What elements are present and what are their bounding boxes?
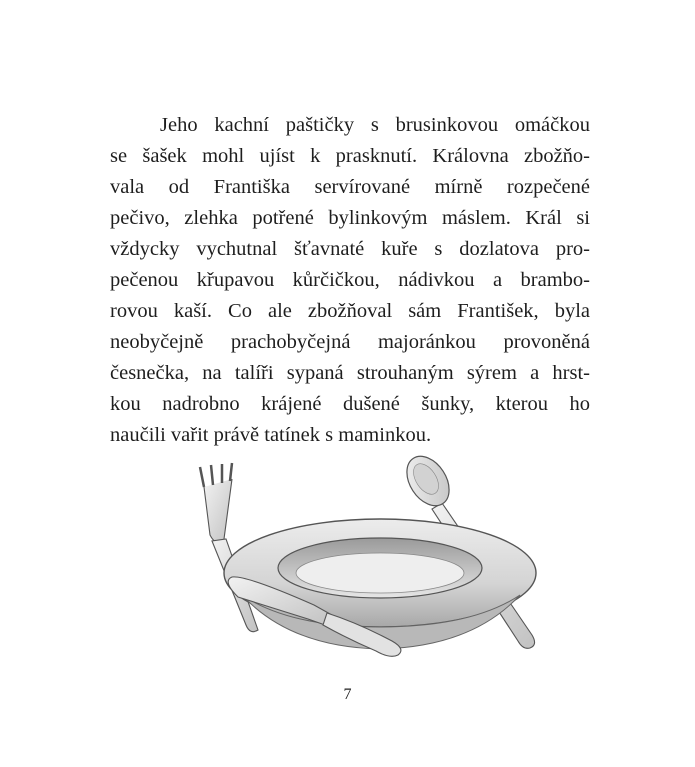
text-line: neobyčejně prachobyčejná majoránkou provoněná: [110, 331, 590, 353]
body-paragraph: [110, 110, 590, 451]
plate-cutlery-illustration: [180, 455, 570, 695]
text-line: kou nadrobno krájené dušené šunky, kterou ho: [110, 393, 590, 415]
text-line: Jeho kachní paštičky s brusinkovou omáčkou: [160, 114, 590, 136]
text-line: se šašek mohl ujíst k prasknutí. Královna zbožňo-: [110, 145, 590, 167]
text-line: naučili vařit právě tatínek s maminkou.: [110, 424, 432, 446]
text-line: rovou kaší. Co ale zbožňoval sám František, byla: [110, 300, 590, 322]
text-line: vždycky vychutnal šťavnaté kuře s dozlatova pro-: [110, 238, 590, 260]
page-number: 7: [343, 686, 352, 703]
text-line: pečivo, zlehka potřené bylinkovým máslem. Král si: [110, 207, 590, 229]
text-line: pečenou křupavou kůrčičkou, nádivkou a brambo-: [110, 269, 590, 291]
text-line: česnečka, na talíři sypaná strouhaným sýrem a hrst-: [110, 362, 590, 384]
soup-plate-icon: [224, 519, 536, 649]
text-line: vala od Františka servírované mírně rozpečené: [110, 176, 590, 198]
